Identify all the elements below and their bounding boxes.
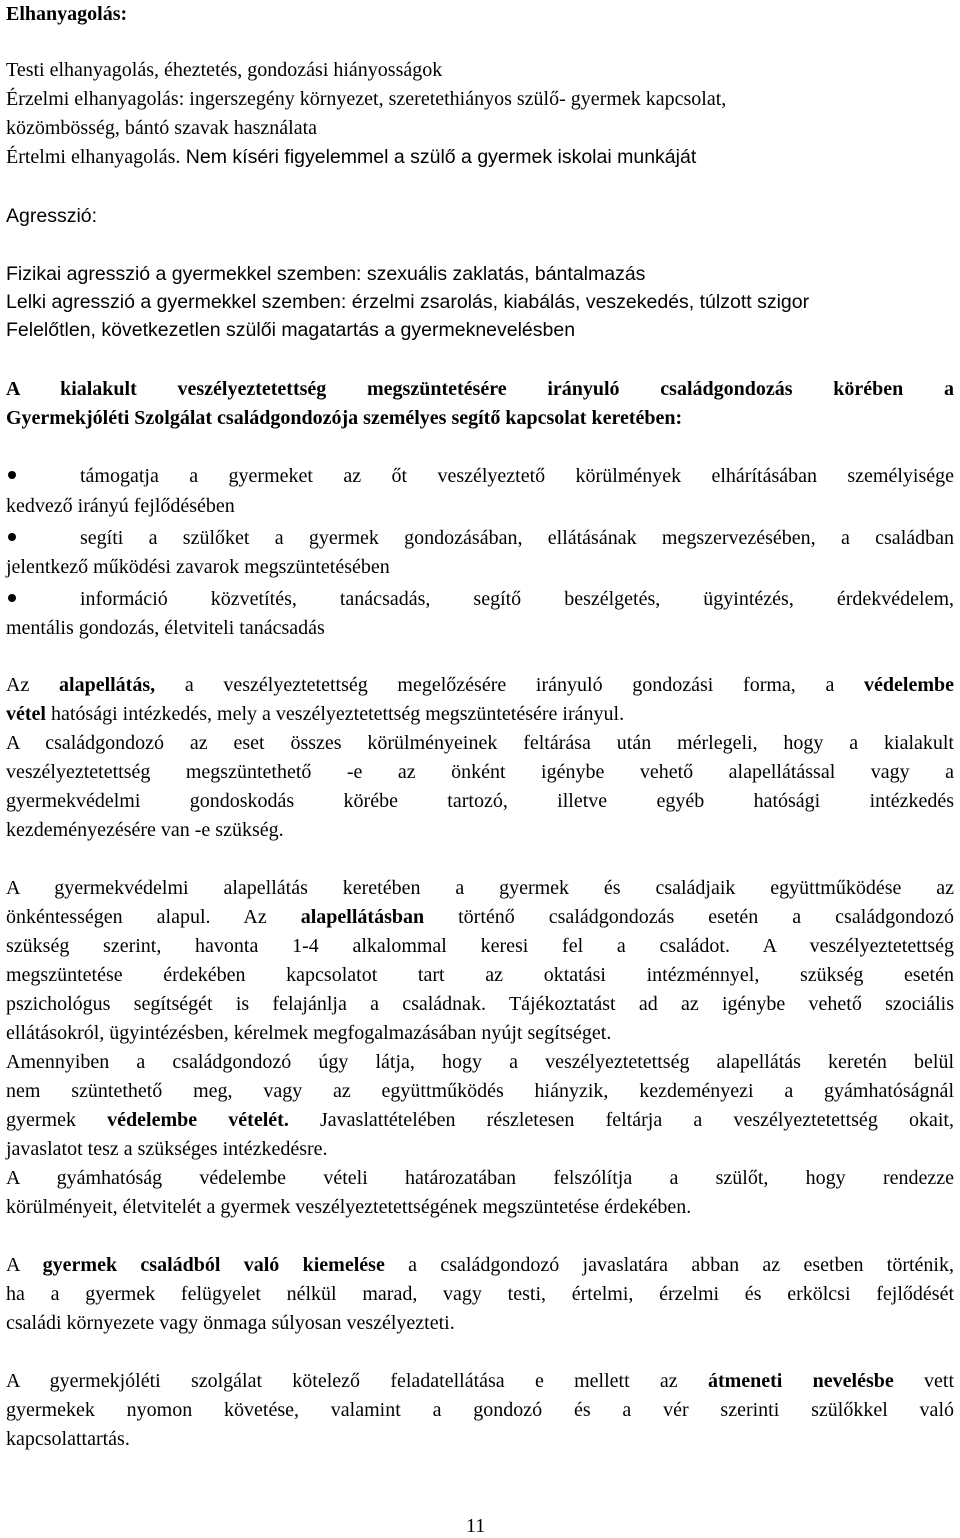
intro-heading-line: A kialakult veszélyeztetettség megszüntetésére irányuló családgondozás körében a xyxy=(6,378,954,400)
bold-span: vétel xyxy=(6,703,46,725)
paragraph-line: megszüntetése érdekében kapcsolatot tart az oktatási intézménnyel, szükség esetén xyxy=(6,964,954,986)
section-title-agresszio: Agresszió: xyxy=(6,205,98,227)
paragraph-line xyxy=(6,905,954,929)
text-span: önkéntességen alapul. Az xyxy=(6,906,301,928)
bold-span: védelembe vételét. xyxy=(107,1109,289,1131)
bold-span: alapellátásban xyxy=(300,906,425,928)
paragraph-line xyxy=(6,1108,954,1132)
intro-heading-line: Gyermekjóléti Szolgálat családgondozója személyes segítő kapcsolat keretében: xyxy=(6,407,683,429)
paragraph-line: veszélyeztetettség megszüntethető -e az önként igénybe vehető alapellátással vagy a xyxy=(6,761,954,783)
bold-span: alapellátás, xyxy=(59,674,156,696)
text-span: A gyermekjóléti szolgálat kötelező feladatellátása e mellett az xyxy=(6,1370,708,1392)
bullet-line: információ közvetítés, tanácsadás, segítő beszélgetés, ügyintézés, érdekvédelem, xyxy=(80,588,954,610)
paragraph-line: kezdeményezésére van -e szükség. xyxy=(6,819,284,841)
paragraph-line: szükség szerint, havonta 1-4 alkalommal keresi fel a családot. A veszélyeztetettség xyxy=(6,935,954,957)
text-span: vett xyxy=(893,1370,954,1392)
section-title-elhanyagolas: Elhanyagolás: xyxy=(6,3,128,25)
bullet-line: támogatja a gyermeket az őt veszélyeztető körülmények elhárításában személyisége xyxy=(80,465,954,487)
text-span: Értelmi elhanyagolás. xyxy=(6,146,181,168)
text-span: Javaslattételében részletesen feltárja a veszélyeztetettség okait, xyxy=(288,1109,954,1131)
bold-span: gyermek családból való kiemelése xyxy=(42,1254,385,1276)
text-line xyxy=(6,145,696,169)
text-span: Az xyxy=(6,674,60,696)
text-span: gyermek xyxy=(6,1109,108,1131)
paragraph-line: gyermekek nyomon követése, valamint a gondozó és a vér szerinti szülőkkel való xyxy=(6,1399,954,1421)
bullet-line: mentális gondozás, életviteli tanácsadás xyxy=(6,617,325,639)
text-span: a családgondozó javaslatára abban az esetben történik, xyxy=(384,1254,954,1276)
paragraph-line: kapcsolattartás. xyxy=(6,1428,130,1450)
paragraph-line: A gyámhatóság védelembe vételi határozatában felszólítja a szülőt, hogy rendezze xyxy=(6,1167,954,1189)
text-line: Testi elhanyagolás, éheztetés, gondozási hiányosságok xyxy=(6,59,443,81)
bullet-line: segíti a szülőket a gyermek gondozásában, ellátásának megszervezésében, a családban xyxy=(80,527,954,549)
paragraph-line xyxy=(6,673,954,697)
bold-span: védelembe xyxy=(864,674,955,696)
text-span: a veszélyeztetettség megelőzésére irányuló gondozási forma, a xyxy=(155,674,865,696)
paragraph-line: ha a gyermek felügyelet nélkül marad, vagy testi, értelmi, érzelmi és erkölcsi fejlődését xyxy=(6,1283,954,1305)
bullet-icon xyxy=(8,471,16,479)
paragraph-line: pszichológus segítségét is felajánlja a családnak. Tájékoztatást ad az igénybe vehető szociális xyxy=(6,993,954,1015)
text-span: Nem kíséri figyelemmel a szülő a gyermek iskolai munkáját xyxy=(180,146,697,168)
bold-span: átmeneti nevelésbe xyxy=(707,1370,894,1392)
text-line: Fizikai agresszió a gyermekkel szemben: szexuális zaklatás, bántalmazás xyxy=(6,263,646,285)
page-number: 11 xyxy=(466,1515,486,1537)
bullet-icon xyxy=(8,533,16,541)
paragraph-line: gyermekvédelmi gondoskodás körébe tartozó, illetve egyéb hatósági intézkedés xyxy=(6,790,954,812)
text-span: történő családgondozás esetén a családgondozó xyxy=(424,906,955,928)
paragraph-line: A gyermekvédelmi alapellátás keretében a gyermek és családjaik együttműködése az xyxy=(6,877,954,899)
text-span: hatósági intézkedés, mely a veszélyeztetettség megszüntetésére irányul. xyxy=(45,703,625,725)
text-line: Lelki agresszió a gyermekkel szemben: érzelmi zsarolás, kiabálás, veszekedés, túlzott szigor xyxy=(6,291,810,313)
bullet-line: jelentkező működési zavarok megszüntetésében xyxy=(6,556,390,578)
paragraph-line xyxy=(6,1369,954,1393)
paragraph-line: ellátásokról, ügyintézésben, kérelmek megfogalmazásában nyújt segítséget. xyxy=(6,1022,612,1044)
text-line: közömbösség, bántó szavak használata xyxy=(6,117,318,139)
text-line: Érzelmi elhanyagolás: ingerszegény környezet, szeretethiányos szülő- gyermek kapcsolat, xyxy=(6,88,727,110)
text-line: Felelőtlen, következetlen szülői magatartás a gyermeknevelésben xyxy=(6,319,576,341)
paragraph-line: Amennyiben a családgondozó úgy látja, hogy a veszélyeztetettség alapellátás keretén belül xyxy=(6,1051,954,1073)
bullet-line: kedvező irányú fejlődésében xyxy=(6,495,235,517)
paragraph-line: családi környezete vagy önmaga súlyosan veszélyezteti. xyxy=(6,1312,455,1334)
paragraph-line xyxy=(6,702,624,726)
paragraph-line: A családgondozó az eset összes körülményeinek feltárása után mérlegeli, hogy a kialakult xyxy=(6,732,954,754)
text-span: A xyxy=(6,1254,43,1276)
paragraph-line: nem szüntethető meg, vagy az együttműködés hiányzik, kezdeményezi a gyámhatóságnál xyxy=(6,1080,954,1102)
paragraph-line xyxy=(6,1253,954,1277)
bullet-icon xyxy=(8,594,16,602)
paragraph-line: körülményeit, életvitelét a gyermek veszélyeztetettségének megszüntetése érdekében. xyxy=(6,1196,692,1218)
paragraph-line: javaslatot tesz a szükséges intézkedésre. xyxy=(6,1138,328,1160)
